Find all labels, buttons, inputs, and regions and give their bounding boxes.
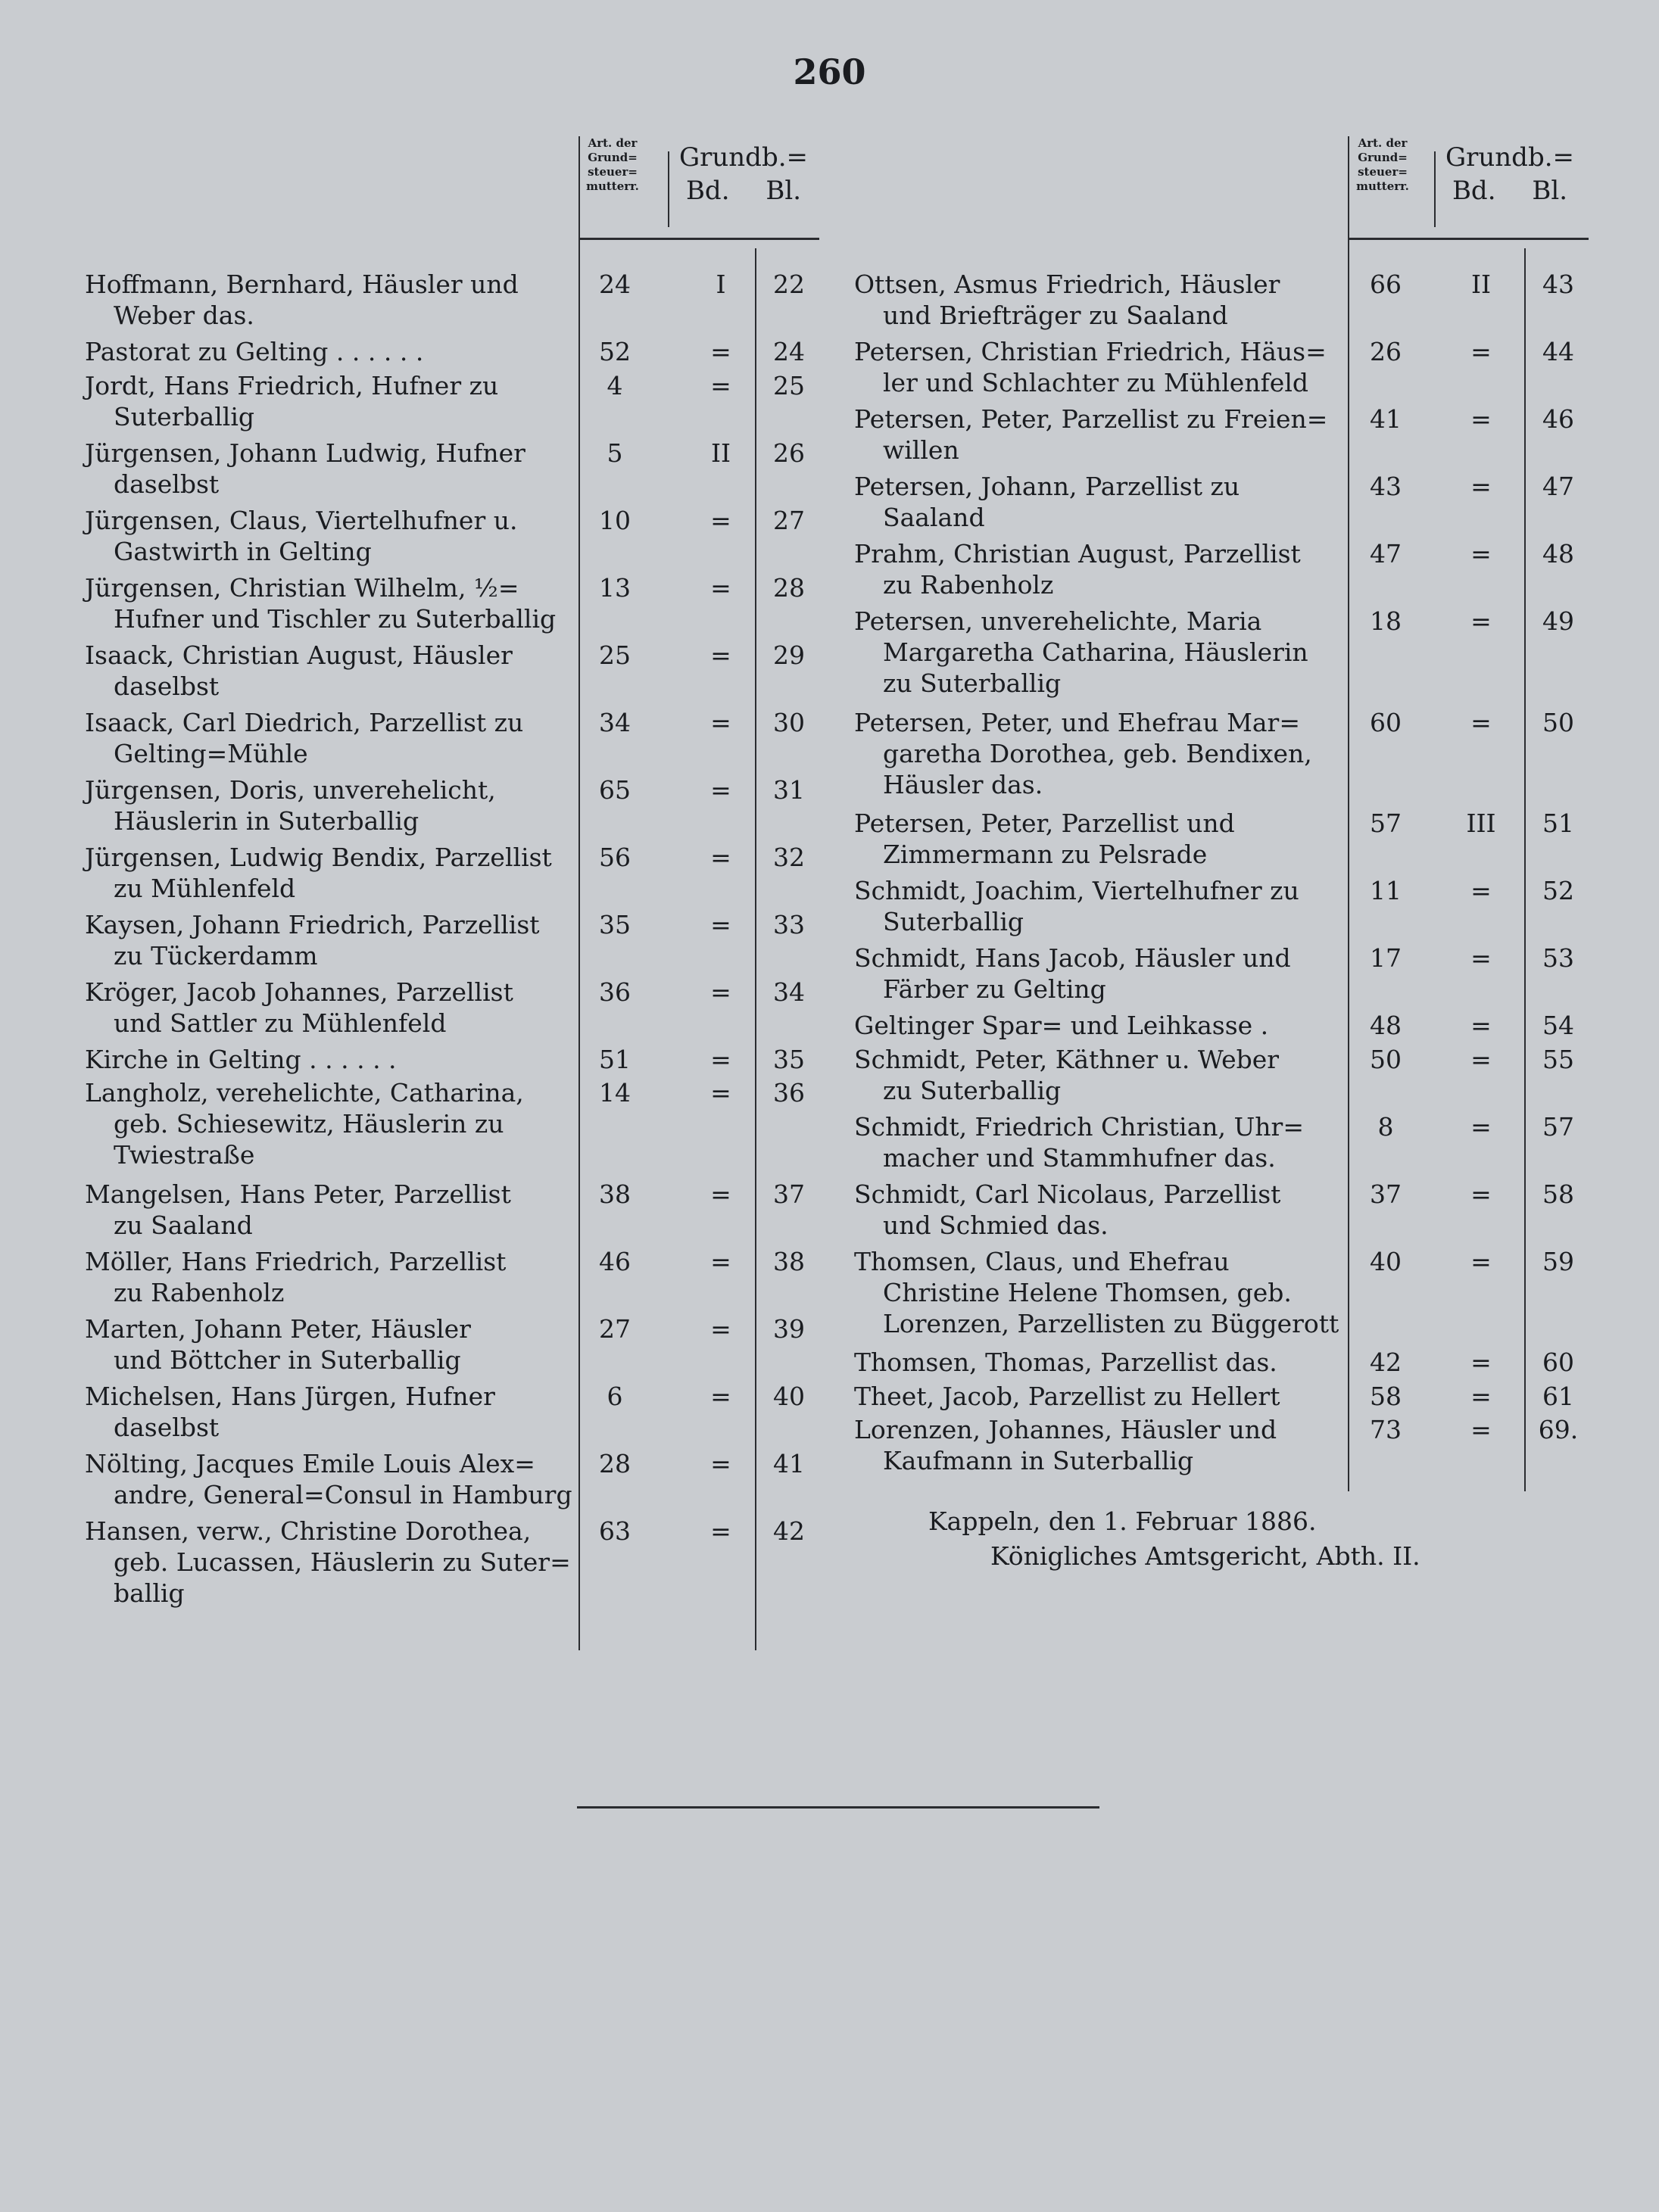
entry-name	[85, 1448, 572, 1510]
cell-bd: =	[710, 909, 731, 939]
header-rule	[1348, 238, 1589, 240]
cell-bl: 26	[773, 438, 805, 468]
art-header-line: Art. der	[1358, 136, 1408, 150]
entry-line: Twiestraße	[114, 1140, 255, 1170]
entry-line: Thomsen, Thomas, Parzellist das.	[854, 1347, 1277, 1377]
page-number: 260	[793, 51, 866, 92]
cell-art: 40	[1370, 1246, 1402, 1276]
entry-line: daselbst	[114, 671, 220, 701]
entry-line: Gastwirth in Gelting	[114, 536, 372, 566]
cell-bd: =	[710, 370, 731, 400]
cell-art: 52	[599, 337, 631, 366]
cell-bd: =	[710, 1078, 731, 1108]
entry-line: daselbst	[114, 1412, 220, 1442]
right-grundb-header	[1434, 141, 1586, 207]
cell-bd: =	[710, 842, 731, 872]
cell-bl: 44	[1542, 337, 1574, 366]
footer-court: Königliches Amtsgericht, Abth. II.	[990, 1541, 1420, 1571]
entry-line: Mangelsen, Hans Peter, Parzellist	[85, 1179, 511, 1209]
cell-bd: =	[1470, 876, 1492, 905]
entry-line: zu Rabenholz	[114, 1277, 285, 1307]
cell-bl: 36	[773, 1078, 805, 1108]
bd-header: Bd.	[685, 176, 730, 206]
entry-line: Gelting=Mühle	[114, 738, 308, 768]
cell-art: 8	[1377, 1111, 1394, 1142]
art-header-line: steuer=	[1358, 165, 1408, 179]
entry-name	[854, 1246, 1339, 1339]
cell-bl: 22	[773, 269, 805, 299]
entry-line: Petersen, Peter, Parzellist und	[854, 808, 1235, 838]
cell-bd: =	[1470, 337, 1492, 366]
entry-line: Petersen, unverehelichte, Maria	[854, 606, 1262, 636]
entry-name	[854, 875, 1299, 937]
cell-art: 57	[1370, 808, 1402, 838]
cell-art: 56	[599, 842, 631, 872]
cell-bl: 60	[1542, 1347, 1574, 1377]
cell-bd: III	[1466, 808, 1496, 838]
cell-art: 11	[1370, 876, 1402, 905]
left-grundb-header	[668, 141, 819, 207]
cell-art: 42	[1370, 1347, 1402, 1377]
entry-name	[854, 1044, 1279, 1106]
cell-bd: =	[710, 572, 731, 603]
cell-bd: =	[710, 977, 731, 1007]
cell-bd: =	[1470, 404, 1492, 434]
cell-art: 63	[599, 1516, 631, 1546]
cell-bl: 31	[773, 774, 805, 805]
entry-name	[85, 1313, 471, 1375]
entry-line: Marten, Johann Peter, Häusler	[85, 1313, 471, 1344]
bl-header: Bl.	[766, 176, 802, 206]
cell-bl: 59	[1542, 1246, 1574, 1276]
entry-name	[85, 572, 556, 634]
cell-bd: =	[710, 1246, 731, 1276]
cell-bd: =	[710, 1516, 731, 1546]
entry-line: Suterballig	[883, 907, 1024, 936]
cell-art: 65	[599, 774, 631, 805]
art-header-line: mutterr.	[1356, 179, 1409, 193]
entry-line: und Schmied das.	[883, 1210, 1109, 1240]
cell-art: 4	[607, 370, 623, 400]
art-header-line: Grund=	[588, 151, 638, 164]
entry-line: Lorenzen, Parzellisten zu Büggerott	[883, 1308, 1339, 1338]
entry-name	[854, 942, 1291, 1005]
cell-bl: 43	[1542, 269, 1574, 299]
cell-art: 50	[1370, 1044, 1402, 1074]
entry-line: daselbst	[114, 469, 220, 499]
cell-bl: 51	[1542, 808, 1574, 838]
entry-line: Hoffmann, Bernhard, Häusler und	[85, 269, 519, 299]
entry-name	[85, 336, 423, 367]
entry-line: Jürgensen, Ludwig Bendix, Parzellist	[85, 842, 552, 872]
cell-bl: 33	[773, 909, 805, 939]
entry-line: macher und Stammhufner das.	[883, 1142, 1276, 1173]
cell-bl: 46	[1542, 404, 1574, 434]
entry-line: zu Tückerdamm	[114, 940, 318, 970]
cell-bd: =	[710, 640, 731, 670]
entry-name	[85, 1381, 495, 1443]
entry-name	[854, 707, 1312, 800]
cell-art: 66	[1370, 269, 1402, 299]
cell-art: 34	[599, 707, 631, 737]
cell-bl: 40	[773, 1381, 805, 1411]
column-rule	[1524, 248, 1526, 1491]
cell-art: 73	[1370, 1415, 1402, 1444]
entry-name	[85, 977, 513, 1039]
entry-line: Petersen, Johann, Parzellist zu	[854, 472, 1240, 501]
entry-name	[854, 1179, 1280, 1241]
entry-line: Hansen, verw., Christine Dorothea,	[85, 1516, 532, 1546]
entry-name	[854, 606, 1308, 699]
cell-bd: =	[1470, 1347, 1492, 1377]
cell-bl: 29	[773, 640, 805, 670]
cell-bl: 48	[1542, 539, 1574, 569]
entry-name	[85, 1516, 571, 1609]
entry-line: garetha Dorothea, geb. Bendixen,	[883, 738, 1312, 768]
cell-art: 10	[599, 505, 631, 535]
entry-line: geb. Schiesewitz, Häuslerin zu	[114, 1109, 504, 1139]
cell-bl: 61	[1542, 1381, 1574, 1411]
entry-line: Kirche in Gelting . . . . . .	[85, 1044, 397, 1074]
column-rule	[668, 151, 669, 227]
cell-art: 13	[599, 572, 631, 603]
cell-bl: 54	[1542, 1011, 1574, 1040]
grundb-header: Grundb.=	[1445, 142, 1575, 173]
right-art-header	[1348, 136, 1417, 194]
entry-line: andre, General=Consul in Hamburg	[114, 1479, 572, 1509]
cell-art: 48	[1370, 1011, 1402, 1040]
entry-name	[854, 1414, 1277, 1476]
entry-line: zu Rabenholz	[883, 570, 1054, 600]
entry-name	[85, 1044, 397, 1075]
entry-line: willen	[883, 435, 959, 465]
cell-bl: 53	[1542, 943, 1574, 973]
cell-bl: 47	[1542, 472, 1574, 501]
entry-line: Schmidt, Carl Nicolaus, Parzellist	[854, 1179, 1281, 1209]
cell-bd: =	[1470, 539, 1492, 569]
entry-name	[854, 538, 1301, 600]
cell-bd: =	[710, 1381, 731, 1411]
entry-line: Häuslerin in Suterballig	[114, 805, 419, 836]
cell-bd: =	[710, 707, 731, 737]
cell-art: 60	[1370, 707, 1402, 737]
cell-bl: 39	[773, 1313, 805, 1344]
cell-bd: =	[710, 1313, 731, 1344]
cell-art: 47	[1370, 539, 1402, 569]
entry-name	[85, 707, 523, 769]
cell-bd: =	[710, 1448, 731, 1478]
entry-line: Zimmermann zu Pelsrade	[883, 840, 1208, 869]
entry-line: Ottsen, Asmus Friedrich, Häusler	[854, 269, 1280, 299]
cell-art: 18	[1370, 606, 1402, 636]
left-art-header	[578, 136, 647, 194]
entry-line: zu Suterballig	[883, 1075, 1062, 1105]
cell-bl: 58	[1542, 1179, 1574, 1209]
cell-art: 46	[599, 1246, 631, 1276]
cell-bd: =	[710, 1044, 731, 1074]
cell-art: 27	[599, 1313, 631, 1344]
entry-line: Thomsen, Claus, und Ehefrau	[854, 1246, 1230, 1276]
entry-line: Jürgensen, Christian Wilhelm, ½=	[85, 572, 519, 603]
cell-bl: 25	[773, 370, 805, 400]
entry-line: und Briefträger zu Saaland	[883, 301, 1228, 330]
entry-line: Pastorat zu Gelting . . . . . .	[85, 337, 424, 366]
entry-name	[85, 1246, 506, 1308]
entry-line: Jürgensen, Doris, unverehelicht,	[85, 774, 496, 805]
cell-bd: =	[710, 1179, 731, 1209]
entry-name	[854, 336, 1327, 398]
entry-line: Isaack, Carl Diedrich, Parzellist zu	[85, 707, 524, 737]
cell-art: 6	[607, 1381, 623, 1411]
cell-art: 25	[599, 640, 631, 670]
entry-line: Schmidt, Joachim, Viertelhufner zu	[854, 876, 1299, 905]
entry-line: Kaysen, Johann Friedrich, Parzellist	[85, 909, 540, 939]
entry-line: und Sattler zu Mühlenfeld	[114, 1008, 447, 1038]
bl-header: Bl.	[1532, 176, 1568, 206]
cell-art: 43	[1370, 472, 1402, 501]
entry-line: Häusler das.	[883, 769, 1043, 799]
entry-line: Saaland	[883, 503, 985, 532]
entry-line: Petersen, Peter, und Ehefrau Mar=	[854, 707, 1300, 737]
cell-bl: 42	[773, 1516, 805, 1546]
entry-line: ler und Schlachter zu Mühlenfeld	[883, 368, 1309, 397]
entry-line: Michelsen, Hans Jürgen, Hufner	[85, 1381, 495, 1411]
cell-bl: 35	[773, 1044, 805, 1074]
entry-line: Jürgensen, Claus, Viertelhufner u.	[85, 505, 518, 535]
column-rule	[1434, 151, 1436, 227]
cell-bl: 30	[773, 707, 805, 737]
cell-bd: II	[1470, 269, 1492, 299]
entry-line: Isaack, Christian August, Häusler	[85, 640, 513, 670]
entry-line: Christine Helene Thomsen, geb.	[883, 1277, 1292, 1307]
cell-bl: 55	[1542, 1044, 1574, 1074]
entry-line: Margaretha Catharina, Häuslerin	[883, 637, 1308, 667]
entry-line: Suterballig	[114, 401, 255, 431]
cell-art: 36	[599, 977, 631, 1007]
header-rule	[578, 238, 819, 240]
cell-bd: I	[716, 269, 726, 299]
cell-bl: 57	[1542, 1111, 1574, 1142]
entry-name	[85, 640, 513, 702]
entry-line: ballig	[114, 1578, 185, 1608]
cell-art: 26	[1370, 337, 1402, 366]
entry-name	[854, 269, 1280, 331]
cell-bd: =	[1470, 1111, 1492, 1142]
cell-bl: 38	[773, 1246, 805, 1276]
entry-name	[85, 842, 552, 904]
cell-bl: 27	[773, 505, 805, 535]
cell-art: 14	[599, 1078, 631, 1108]
entry-line: Jordt, Hans Friedrich, Hufner zu	[85, 370, 499, 400]
cell-bd: =	[1470, 707, 1492, 737]
entry-line: Schmidt, Peter, Käthner u. Weber	[854, 1044, 1280, 1074]
entry-name	[854, 471, 1240, 533]
entry-name	[854, 1010, 1268, 1041]
cell-bd: =	[1470, 1011, 1492, 1040]
entry-name	[854, 1347, 1277, 1378]
art-header-line: Art. der	[588, 136, 638, 150]
entry-line: Färber zu Gelting	[883, 974, 1106, 1004]
entry-name	[85, 909, 540, 971]
cell-art: 41	[1370, 404, 1402, 434]
cell-bd: =	[1470, 1179, 1492, 1209]
entry-name	[854, 403, 1327, 466]
cell-bl: 24	[773, 337, 805, 366]
cell-bd: II	[710, 438, 731, 468]
entry-line: Nölting, Jacques Emile Louis Alex=	[85, 1448, 535, 1478]
cell-art: 17	[1370, 943, 1402, 973]
bottom-rule	[577, 1806, 1099, 1809]
cell-bl: 32	[773, 842, 805, 872]
entry-line: geb. Lucassen, Häuslerin zu Suter=	[114, 1547, 571, 1577]
entry-line: Theet, Jacob, Parzellist zu Hellert	[854, 1381, 1280, 1411]
cell-art: 24	[599, 269, 631, 299]
entry-line: zu Suterballig	[883, 668, 1062, 698]
cell-bd: =	[1470, 943, 1492, 973]
bd-header: Bd.	[1452, 176, 1496, 206]
entry-name	[85, 438, 525, 500]
cell-bl: 37	[773, 1179, 805, 1209]
entry-line: Langholz, verehelichte, Catharina,	[85, 1078, 524, 1108]
cell-art: 5	[607, 438, 623, 468]
cell-bl: 49	[1542, 606, 1574, 636]
art-header-line: Grund=	[1358, 151, 1408, 164]
cell-art: 37	[1370, 1179, 1402, 1209]
entry-line: Petersen, Christian Friedrich, Häus=	[854, 337, 1327, 366]
entry-line: Kröger, Jacob Johannes, Parzellist	[85, 977, 513, 1007]
cell-bd: =	[710, 337, 731, 366]
entry-line: Möller, Hans Friedrich, Parzellist	[85, 1246, 507, 1276]
cell-art: 58	[1370, 1381, 1402, 1411]
cell-bl: 41	[773, 1448, 805, 1478]
entry-name	[854, 808, 1235, 870]
cell-bl: 34	[773, 977, 805, 1007]
grundb-header: Grundb.=	[678, 142, 809, 173]
entry-line: Petersen, Peter, Parzellist zu Freien=	[854, 404, 1328, 434]
footer-place-date: Kappeln, den 1. Februar 1886.	[928, 1506, 1317, 1536]
cell-bl: 50	[1542, 707, 1574, 737]
entry-name	[85, 370, 498, 432]
entry-line: Kaufmann in Suterballig	[883, 1446, 1194, 1475]
art-header-line: mutterr.	[586, 179, 639, 193]
cell-bl: 52	[1542, 876, 1574, 905]
entry-line: Geltinger Spar= und Leihkasse .	[854, 1011, 1269, 1040]
cell-art: 35	[599, 909, 631, 939]
entry-line: zu Mühlenfeld	[114, 873, 296, 903]
entry-name	[85, 269, 519, 331]
cell-art: 28	[599, 1448, 631, 1478]
cell-bl: 28	[773, 572, 805, 603]
cell-bd: =	[1470, 472, 1492, 501]
cell-bl: 69.	[1538, 1415, 1579, 1444]
entry-name	[854, 1111, 1304, 1173]
entry-line: Schmidt, Friedrich Christian, Uhr=	[854, 1111, 1304, 1142]
art-header-line: steuer=	[588, 165, 638, 179]
cell-art: 38	[599, 1179, 631, 1209]
cell-bd: =	[710, 505, 731, 535]
cell-art: 51	[599, 1044, 631, 1074]
entry-name	[85, 1179, 511, 1241]
entry-line: und Böttcher in Suterballig	[114, 1344, 461, 1375]
entry-line: Lorenzen, Johannes, Häusler und	[854, 1415, 1277, 1444]
cell-bd: =	[1470, 1044, 1492, 1074]
cell-bd: =	[1470, 1246, 1492, 1276]
cell-bd: =	[1470, 1381, 1492, 1411]
entry-line: Hufner und Tischler zu Suterballig	[114, 603, 557, 634]
entry-name	[85, 505, 517, 567]
entry-name	[85, 1077, 524, 1170]
entry-line: Schmidt, Hans Jacob, Häusler und	[854, 943, 1291, 973]
cell-bd: =	[1470, 606, 1492, 636]
cell-bd: =	[1470, 1415, 1492, 1444]
entry-line: zu Saaland	[114, 1210, 253, 1240]
entry-line: Jürgensen, Johann Ludwig, Hufner	[85, 438, 525, 468]
entry-name	[85, 774, 496, 837]
cell-bd: =	[710, 774, 731, 805]
entry-name	[854, 1381, 1280, 1412]
entry-line: Weber das.	[114, 301, 254, 330]
entry-line: Prahm, Christian August, Parzellist	[854, 539, 1301, 569]
